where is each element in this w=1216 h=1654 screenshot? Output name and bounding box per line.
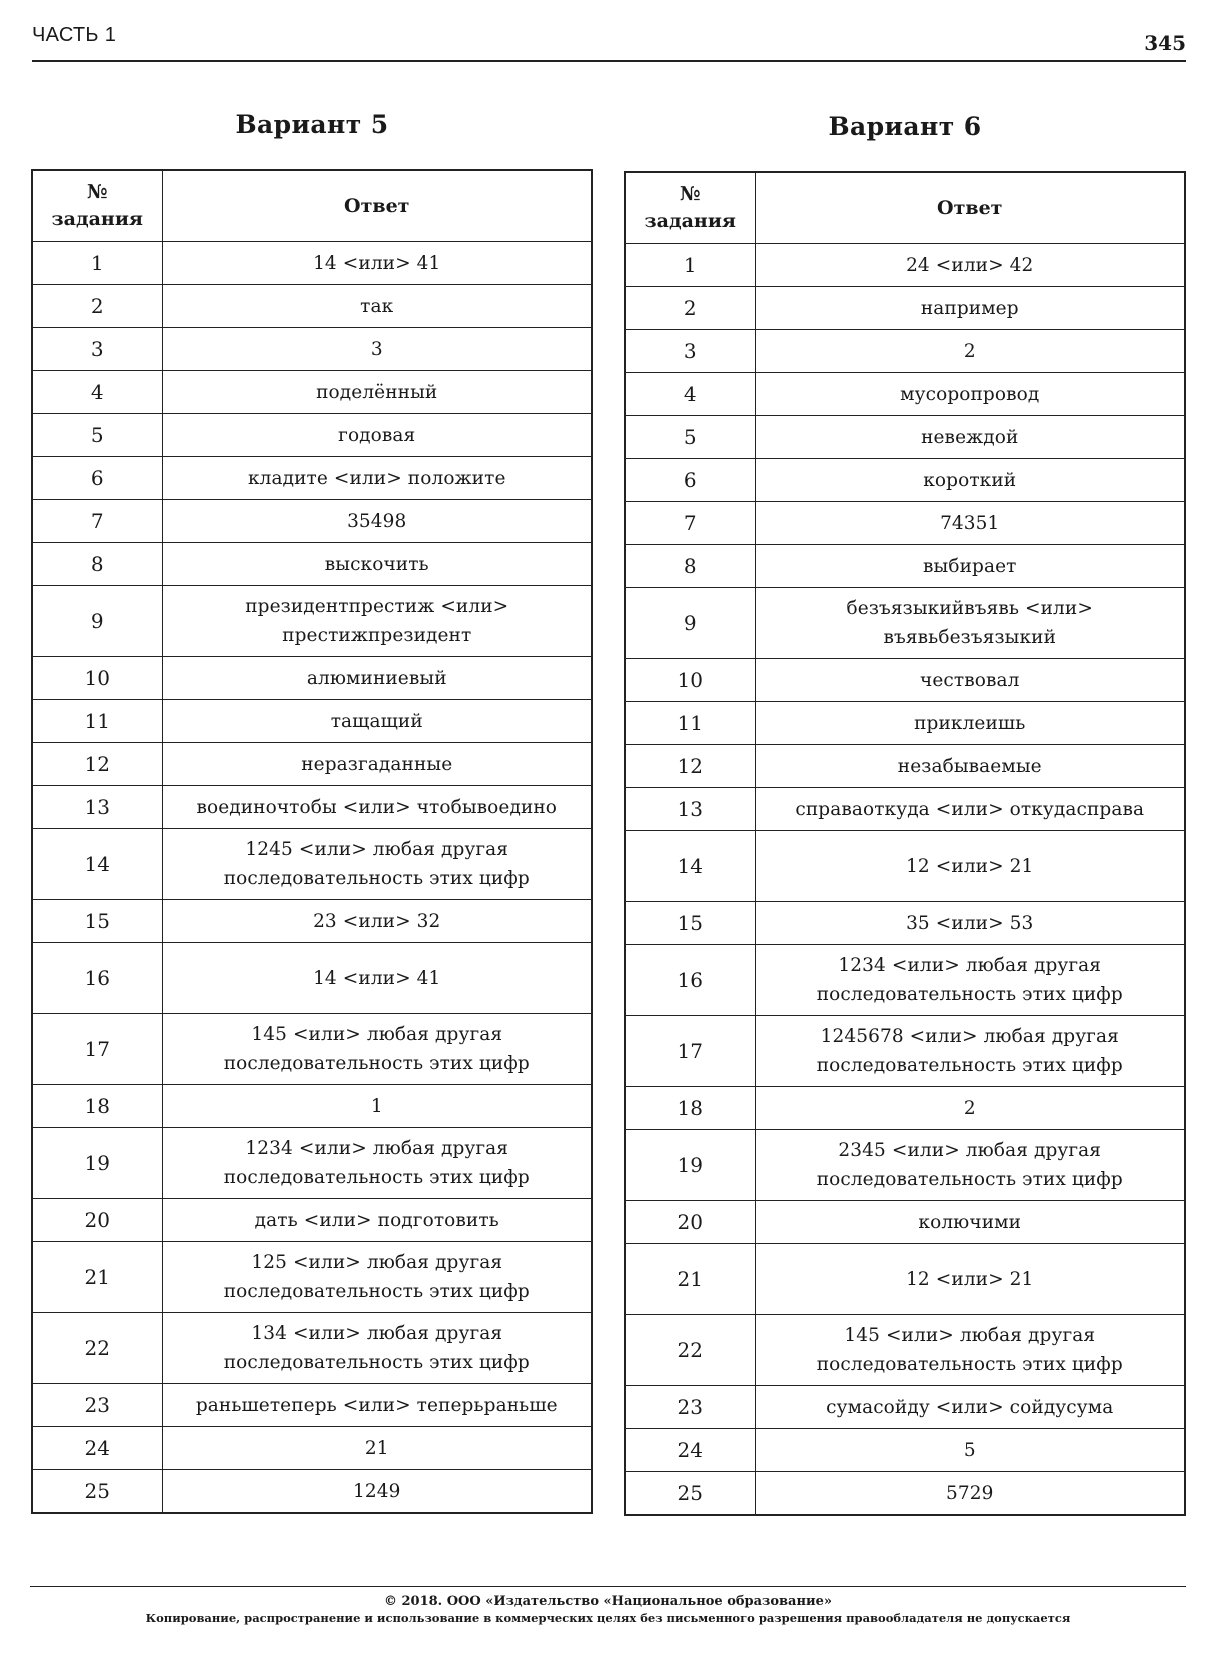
answer-cell — [755, 831, 1185, 902]
task-number: 20 — [625, 1201, 755, 1244]
table-row — [32, 414, 592, 457]
copyright-line: © 2018. ООО «Издательство «Национальное образование» — [383, 1594, 833, 1609]
task-number: 19 — [32, 1128, 162, 1199]
table-row — [625, 659, 1185, 702]
table-row — [32, 700, 592, 743]
answer-cell — [162, 543, 592, 586]
task-number: 10 — [625, 659, 755, 702]
table-row — [32, 1014, 592, 1085]
answer-line: приклеишь — [914, 712, 1026, 734]
answer-cell — [755, 902, 1185, 945]
task-number: 24 — [625, 1429, 755, 1472]
table-row — [625, 1130, 1185, 1201]
task-number: 22 — [32, 1313, 162, 1384]
table-row — [32, 743, 592, 786]
answer-cell — [755, 502, 1185, 545]
answer-line: 2 — [963, 340, 976, 362]
table-row — [32, 242, 592, 285]
answer-line: годовая — [338, 424, 416, 446]
answer-cell — [755, 745, 1185, 788]
answer-line: 145 <или> любая другая — [844, 1325, 1096, 1346]
variant-5 — [31, 102, 593, 1514]
answer-line: 134 <или> любая другая — [251, 1323, 503, 1344]
answer-cell — [162, 1199, 592, 1242]
table-row — [625, 1472, 1185, 1516]
task-number: 11 — [625, 702, 755, 745]
table-row — [32, 500, 592, 543]
num-header-line: задания — [644, 210, 736, 232]
answer-line: 12 <или> 21 — [906, 855, 1034, 877]
answer-cell — [162, 285, 592, 328]
answer-line: 24 <или> 42 — [906, 254, 1034, 276]
answer-cell — [162, 1085, 592, 1128]
variant-title: Вариант 6 — [828, 112, 982, 141]
answer-line: воединочтобы <или> чтобывоедино — [196, 796, 558, 818]
answer-line: невеждой — [921, 426, 1019, 448]
answer-line: последовательность этих цифр — [816, 984, 1123, 1005]
answer-line: последовательность этих цифр — [223, 868, 530, 889]
answer-header: Ответ — [755, 172, 1185, 244]
table-row — [32, 1313, 592, 1384]
task-number: 22 — [625, 1315, 755, 1386]
task-number: 25 — [625, 1472, 755, 1516]
table-row — [625, 459, 1185, 502]
task-number: 7 — [625, 502, 755, 545]
answer-line: 1249 — [353, 1480, 401, 1502]
answer-line: мусоропровод — [900, 383, 1040, 405]
answer-cell — [162, 371, 592, 414]
task-number: 5 — [32, 414, 162, 457]
table-row — [32, 1128, 592, 1199]
task-number: 6 — [625, 459, 755, 502]
task-number: 18 — [32, 1085, 162, 1128]
answer-cell — [162, 786, 592, 829]
variant-6 — [624, 104, 1186, 1516]
num-header-line: № — [679, 183, 701, 205]
table-row — [625, 788, 1185, 831]
table-row — [32, 1384, 592, 1427]
task-number: 7 — [32, 500, 162, 543]
task-number: 17 — [32, 1014, 162, 1085]
answer-line: 14 <или> 41 — [313, 967, 441, 989]
answer-cell — [755, 1130, 1185, 1201]
answer-line: 1234 <или> любая другая — [838, 955, 1102, 976]
table-row — [32, 1470, 592, 1514]
answer-cell — [755, 1016, 1185, 1087]
table-row — [625, 702, 1185, 745]
answer-line: въявьбезъязыкий — [883, 627, 1056, 648]
task-number: 13 — [32, 786, 162, 829]
task-number: 6 — [32, 457, 162, 500]
answer-cell — [755, 1087, 1185, 1130]
answer-line: сумасойду <или> сойдусума — [826, 1396, 1114, 1418]
task-number: 23 — [625, 1386, 755, 1429]
table-row — [625, 373, 1185, 416]
answer-cell — [755, 788, 1185, 831]
answer-cell — [755, 945, 1185, 1016]
table-row — [625, 831, 1185, 902]
table-row — [32, 1085, 592, 1128]
answer-cell — [162, 1313, 592, 1384]
answer-line: 2 — [963, 1097, 976, 1119]
table-row — [625, 588, 1185, 659]
table-row — [32, 371, 592, 414]
answer-line: короткий — [923, 469, 1017, 491]
answer-line: 145 <или> любая другая — [251, 1024, 503, 1045]
answer-line: тащащий — [330, 710, 423, 732]
answer-cell — [755, 588, 1185, 659]
answer-line: 12 <или> 21 — [906, 1268, 1034, 1290]
answers-body — [32, 242, 592, 1514]
answer-cell — [755, 416, 1185, 459]
answer-line: раньшетеперь <или> теперьраньше — [195, 1394, 558, 1416]
answer-line: 3 — [370, 338, 383, 360]
task-number: 9 — [625, 588, 755, 659]
answer-line: выбирает — [923, 555, 1017, 577]
running-head — [32, 24, 1186, 62]
answer-cell — [162, 1128, 592, 1199]
task-number: 9 — [32, 586, 162, 657]
task-number: 11 — [32, 700, 162, 743]
answer-cell — [162, 743, 592, 786]
answer-cell — [755, 459, 1185, 502]
answer-cell — [162, 943, 592, 1014]
table-row — [32, 285, 592, 328]
answer-line: безъязыкийвъявь <или> — [846, 598, 1093, 619]
answer-line: алюминиевый — [306, 667, 447, 689]
answer-line: последовательность этих цифр — [816, 1169, 1123, 1190]
table-row — [625, 745, 1185, 788]
answer-cell — [162, 586, 592, 657]
answer-line: последовательность этих цифр — [223, 1352, 530, 1373]
answer-line: колючими — [918, 1211, 1022, 1233]
task-number: 15 — [625, 902, 755, 945]
table-row — [32, 1199, 592, 1242]
answer-line: 1234 <или> любая другая — [245, 1138, 509, 1159]
table-row — [625, 244, 1185, 287]
task-number: 25 — [32, 1470, 162, 1514]
num-header-line: № — [86, 181, 108, 203]
task-number: 4 — [625, 373, 755, 416]
task-number: 14 — [625, 831, 755, 902]
task-number: 21 — [625, 1244, 755, 1315]
task-number: 2 — [625, 287, 755, 330]
answer-cell — [755, 330, 1185, 373]
task-number: 17 — [625, 1016, 755, 1087]
table-row — [32, 328, 592, 371]
answer-line: последовательность этих цифр — [816, 1354, 1123, 1375]
answer-cell — [755, 1315, 1185, 1386]
answer-cell — [755, 545, 1185, 588]
answer-line: президентпрестиж <или> — [245, 596, 509, 617]
answers-table — [31, 169, 593, 1514]
answer-line: последовательность этих цифр — [223, 1281, 530, 1302]
answers-body — [625, 244, 1185, 1516]
answer-line: 74351 — [940, 512, 1000, 534]
answer-line: незабываемые — [897, 755, 1042, 777]
answer-cell — [755, 287, 1185, 330]
num-header-line: задания — [51, 208, 143, 230]
answer-line: 2345 <или> любая другая — [838, 1140, 1102, 1161]
table-row — [625, 1244, 1185, 1315]
answers-table — [624, 171, 1186, 1516]
answer-line: чествовал — [920, 669, 1020, 691]
answer-line: 5729 — [946, 1482, 994, 1504]
task-number: 20 — [32, 1199, 162, 1242]
task-number: 10 — [32, 657, 162, 700]
answer-line: последовательность этих цифр — [223, 1167, 530, 1188]
answer-line: последовательность этих цифр — [223, 1053, 530, 1074]
answer-line: 35498 — [347, 510, 407, 532]
task-number: 1 — [625, 244, 755, 287]
table-row — [32, 1242, 592, 1313]
table-row — [625, 1315, 1185, 1386]
answer-line: 1 — [370, 1095, 383, 1117]
answer-cell — [162, 1427, 592, 1470]
answer-cell — [162, 457, 592, 500]
answer-line: выскочить — [324, 553, 429, 575]
task-number: 8 — [32, 543, 162, 586]
table-row — [625, 287, 1185, 330]
answer-line: 1245 <или> любая другая — [245, 839, 509, 860]
answer-cell — [162, 500, 592, 543]
answer-cell — [162, 1014, 592, 1085]
task-number: 19 — [625, 1130, 755, 1201]
task-number: 12 — [32, 743, 162, 786]
answer-line: неразгаданные — [301, 753, 453, 775]
table-row — [32, 786, 592, 829]
answer-line: 5 — [963, 1439, 976, 1461]
answer-line: так — [360, 295, 394, 317]
page-footer — [30, 1586, 1186, 1627]
table-row — [32, 543, 592, 586]
task-number-header — [625, 172, 755, 244]
answer-cell — [755, 244, 1185, 287]
answer-cell — [755, 1244, 1185, 1315]
table-row — [32, 1427, 592, 1470]
answer-line: поделённый — [316, 381, 438, 403]
table-row — [625, 330, 1185, 373]
answer-line: престижпрезидент — [282, 625, 472, 646]
answer-line: 14 <или> 41 — [313, 252, 441, 274]
answer-line: последовательность этих цифр — [816, 1055, 1123, 1076]
table-row — [625, 1386, 1185, 1429]
table-row — [32, 829, 592, 900]
table-row — [32, 657, 592, 700]
answer-line: 1245678 <или> любая другая — [820, 1026, 1119, 1047]
answer-cell — [755, 1429, 1185, 1472]
answer-header: Ответ — [162, 170, 592, 242]
answer-cell — [162, 242, 592, 285]
answer-cell — [755, 373, 1185, 416]
task-number: 15 — [32, 900, 162, 943]
answer-line: кладите <или> положите — [247, 467, 506, 489]
task-number: 18 — [625, 1087, 755, 1130]
task-number: 23 — [32, 1384, 162, 1427]
table-row — [625, 1087, 1185, 1130]
task-number: 21 — [32, 1242, 162, 1313]
task-number: 16 — [32, 943, 162, 1014]
task-number: 16 — [625, 945, 755, 1016]
answer-cell — [162, 657, 592, 700]
answer-cell — [755, 1201, 1185, 1244]
answer-cell — [755, 1386, 1185, 1429]
answer-cell — [162, 328, 592, 371]
task-number: 4 — [32, 371, 162, 414]
answer-line: 21 — [364, 1437, 389, 1459]
answer-line: 125 <или> любая другая — [251, 1252, 503, 1273]
answer-cell — [755, 702, 1185, 745]
answer-line: дать <или> подготовить — [254, 1209, 499, 1231]
answer-cell — [162, 700, 592, 743]
section-label: ЧАСТЬ 1 — [32, 24, 117, 46]
table-row — [625, 416, 1185, 459]
answer-line: 35 <или> 53 — [906, 912, 1034, 934]
task-number: 8 — [625, 545, 755, 588]
task-number: 3 — [625, 330, 755, 373]
task-number: 2 — [32, 285, 162, 328]
task-number: 13 — [625, 788, 755, 831]
table-row — [625, 902, 1185, 945]
table-row — [625, 1429, 1185, 1472]
answer-cell — [755, 659, 1185, 702]
table-row — [32, 943, 592, 1014]
table-row — [625, 502, 1185, 545]
copyright-notice: Копирование, распространение и использование в коммерческих целях без письменного разрешения правообладателя не допускается — [145, 1611, 1071, 1625]
table-row — [625, 1016, 1185, 1087]
task-number: 14 — [32, 829, 162, 900]
answer-line: например — [920, 297, 1019, 319]
answer-cell — [162, 414, 592, 457]
table-row — [625, 545, 1185, 588]
table-row — [625, 1201, 1185, 1244]
task-number: 5 — [625, 416, 755, 459]
page-number: 345 — [1144, 31, 1186, 55]
task-number: 12 — [625, 745, 755, 788]
table-row — [32, 457, 592, 500]
table-row — [32, 586, 592, 657]
task-number: 1 — [32, 242, 162, 285]
answer-cell — [162, 1470, 592, 1514]
answer-cell — [162, 829, 592, 900]
table-row — [32, 900, 592, 943]
answer-line: справаоткуда <или> откудасправа — [795, 798, 1145, 820]
answer-cell — [162, 1384, 592, 1427]
task-number-header — [32, 170, 162, 242]
variant-title: Вариант 5 — [235, 110, 389, 139]
answer-cell — [755, 1472, 1185, 1516]
answer-cell — [162, 1242, 592, 1313]
answer-cell — [162, 900, 592, 943]
task-number: 24 — [32, 1427, 162, 1470]
task-number: 3 — [32, 328, 162, 371]
answer-line: 23 <или> 32 — [313, 910, 441, 932]
table-row — [625, 945, 1185, 1016]
